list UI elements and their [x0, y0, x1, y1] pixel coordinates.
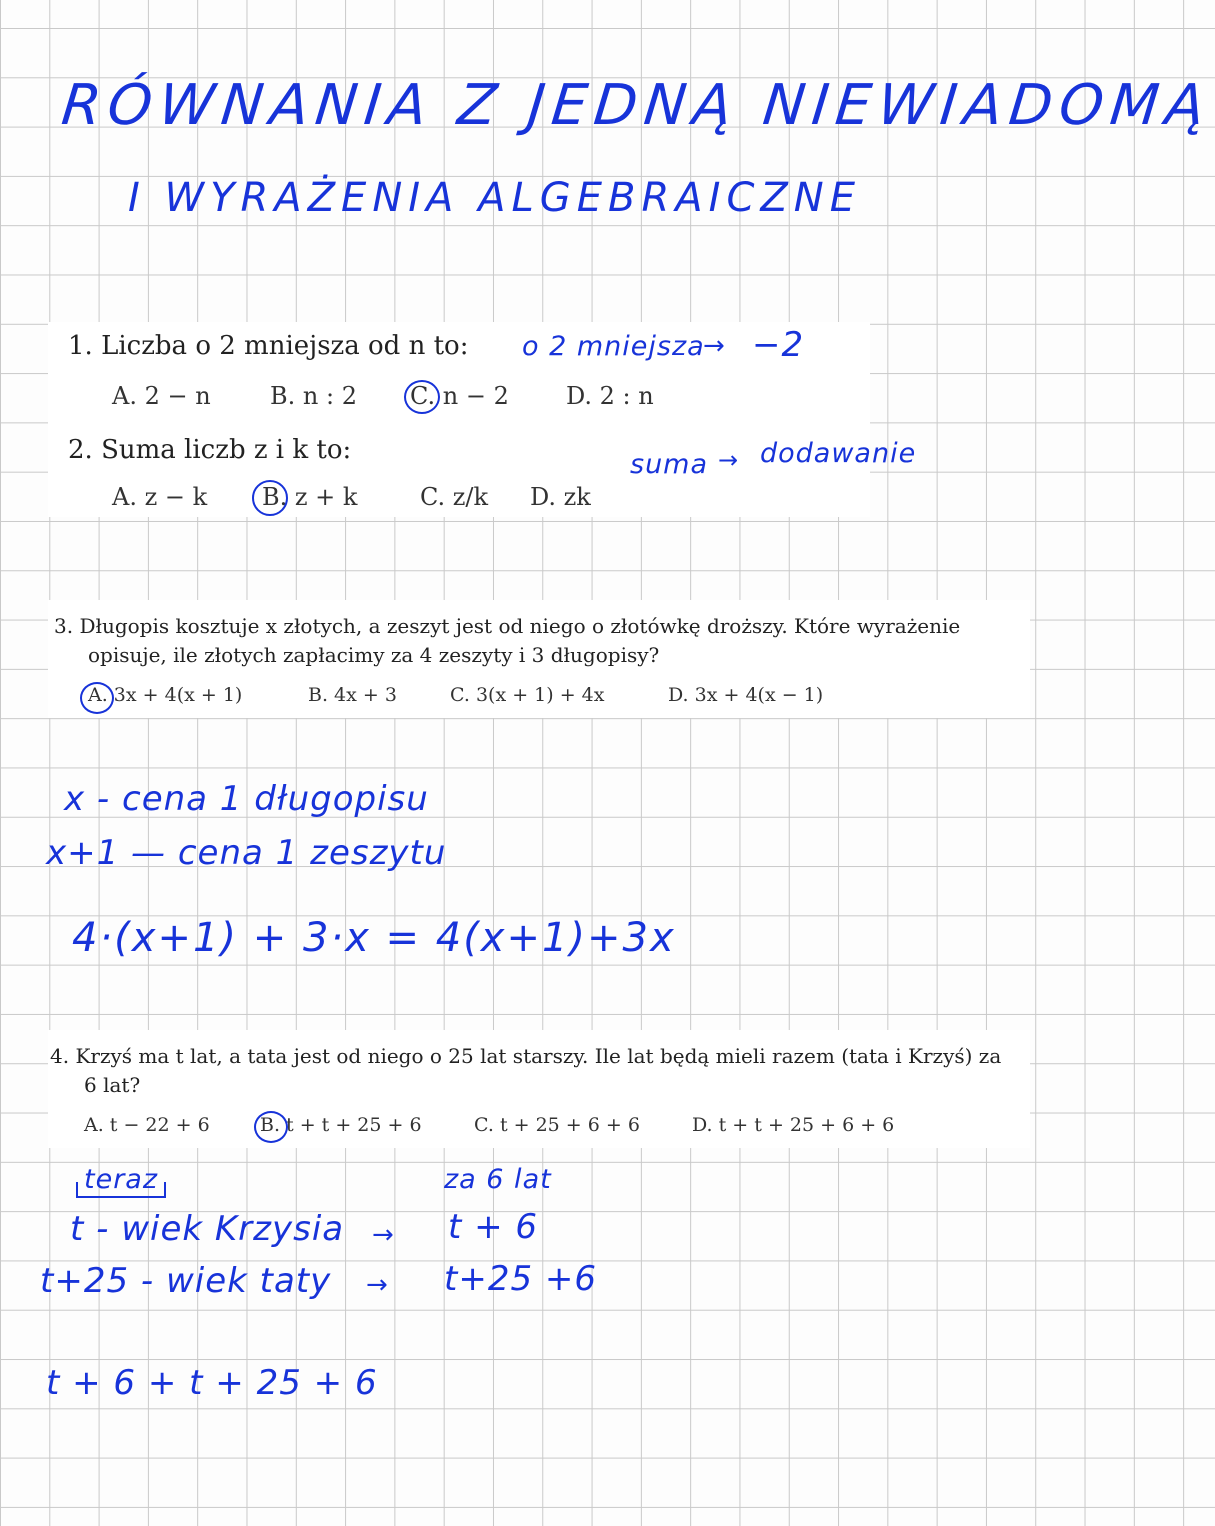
q1-option-b: B. n : 2 [270, 382, 357, 410]
q1-option-d: D. 2 : n [566, 382, 654, 410]
question-1-text: 1. Liczba o 2 mniejsza od n to: [68, 331, 469, 361]
q4-answer-circle [254, 1111, 288, 1143]
q4-note-now: teraz [84, 1164, 159, 1195]
q3-option-a: A. 3x + 4(x + 1) [88, 684, 243, 706]
q2-note-result: dodawanie [760, 438, 917, 469]
question-4-text-line-2: 6 lat? [84, 1073, 141, 1097]
q4-option-c: C. t + 25 + 6 + 6 [474, 1114, 640, 1136]
question-3-text-line-2: opisuje, ile złotych zapłacimy za 4 zeszyty i 3 długopisy? [88, 643, 660, 667]
q1-option-a: A. 2 − n [112, 382, 211, 410]
question-4-text-line-1: 4. Krzyś ma t lat, a tata jest od niego o 25 lat starszy. Ile lat będą mieli razem (tata i Krzyś) za [50, 1044, 1002, 1068]
question-3-text-line-1: 3. Długopis kosztuje x złotych, a zeszyt jest od niego o złotówkę droższy. Które wyrażenie [54, 614, 961, 638]
q4-now-bracket [76, 1182, 166, 1198]
q3-option-d: D. 3x + 4(x − 1) [668, 684, 824, 706]
q2-answer-circle [252, 480, 288, 516]
q2-note: suma [630, 449, 709, 480]
q3-option-c: C. 3(x + 1) + 4x [450, 684, 605, 706]
q2-arrow-icon: → [718, 446, 739, 474]
q1-option-c: C. n − 2 [410, 382, 509, 410]
q3-option-b: B. 4x + 3 [308, 684, 397, 706]
q2-option-a: A. z − k [112, 483, 208, 511]
question-2-text: 2. Suma liczb z i k to: [68, 435, 352, 465]
q1-note-result: −2 [752, 325, 805, 365]
q2-option-b: B. z + k [262, 483, 358, 511]
q4-note-sum: t + 6 + t + 25 + 6 [46, 1363, 378, 1403]
q4-option-a: A. t − 22 + 6 [84, 1114, 210, 1136]
title-line-2: I WYRAŻENIA ALGEBRAICZNE [128, 175, 861, 221]
q1-answer-circle [404, 380, 440, 414]
q2-option-d: D. zk [530, 483, 591, 511]
q1-note: o 2 mniejsza [522, 331, 705, 362]
q4-row2-arrow-icon: → [366, 1270, 388, 1300]
q3-note-3: 4·(x+1) + 3·x = 4(x+1)+3x [72, 915, 676, 961]
q4-option-d: D. t + t + 25 + 6 + 6 [692, 1114, 895, 1136]
q1-arrow-icon: → [703, 331, 725, 361]
q4-note-later: za 6 lat [444, 1164, 552, 1195]
q4-note-row2-right: t+25 +6 [444, 1259, 598, 1299]
q4-row1-arrow-icon: → [372, 1220, 394, 1250]
q3-note-1: x - cena 1 długopisu [64, 779, 429, 819]
title-line-1: RÓWNANIA Z JEDNĄ NIEWIADOMĄ [58, 73, 1215, 138]
q4-option-b: B. t + t + 25 + 6 [260, 1114, 422, 1136]
q4-note-row1-right: t + 6 [448, 1207, 539, 1247]
q3-note-2: x+1 — cena 1 zeszytu [46, 833, 447, 873]
q4-note-row1-left: t - wiek Krzysia [70, 1209, 345, 1249]
q4-note-row2-left: t+25 - wiek taty [40, 1261, 332, 1301]
q2-option-c: C. z/k [420, 483, 489, 511]
q3-answer-circle [80, 682, 114, 714]
